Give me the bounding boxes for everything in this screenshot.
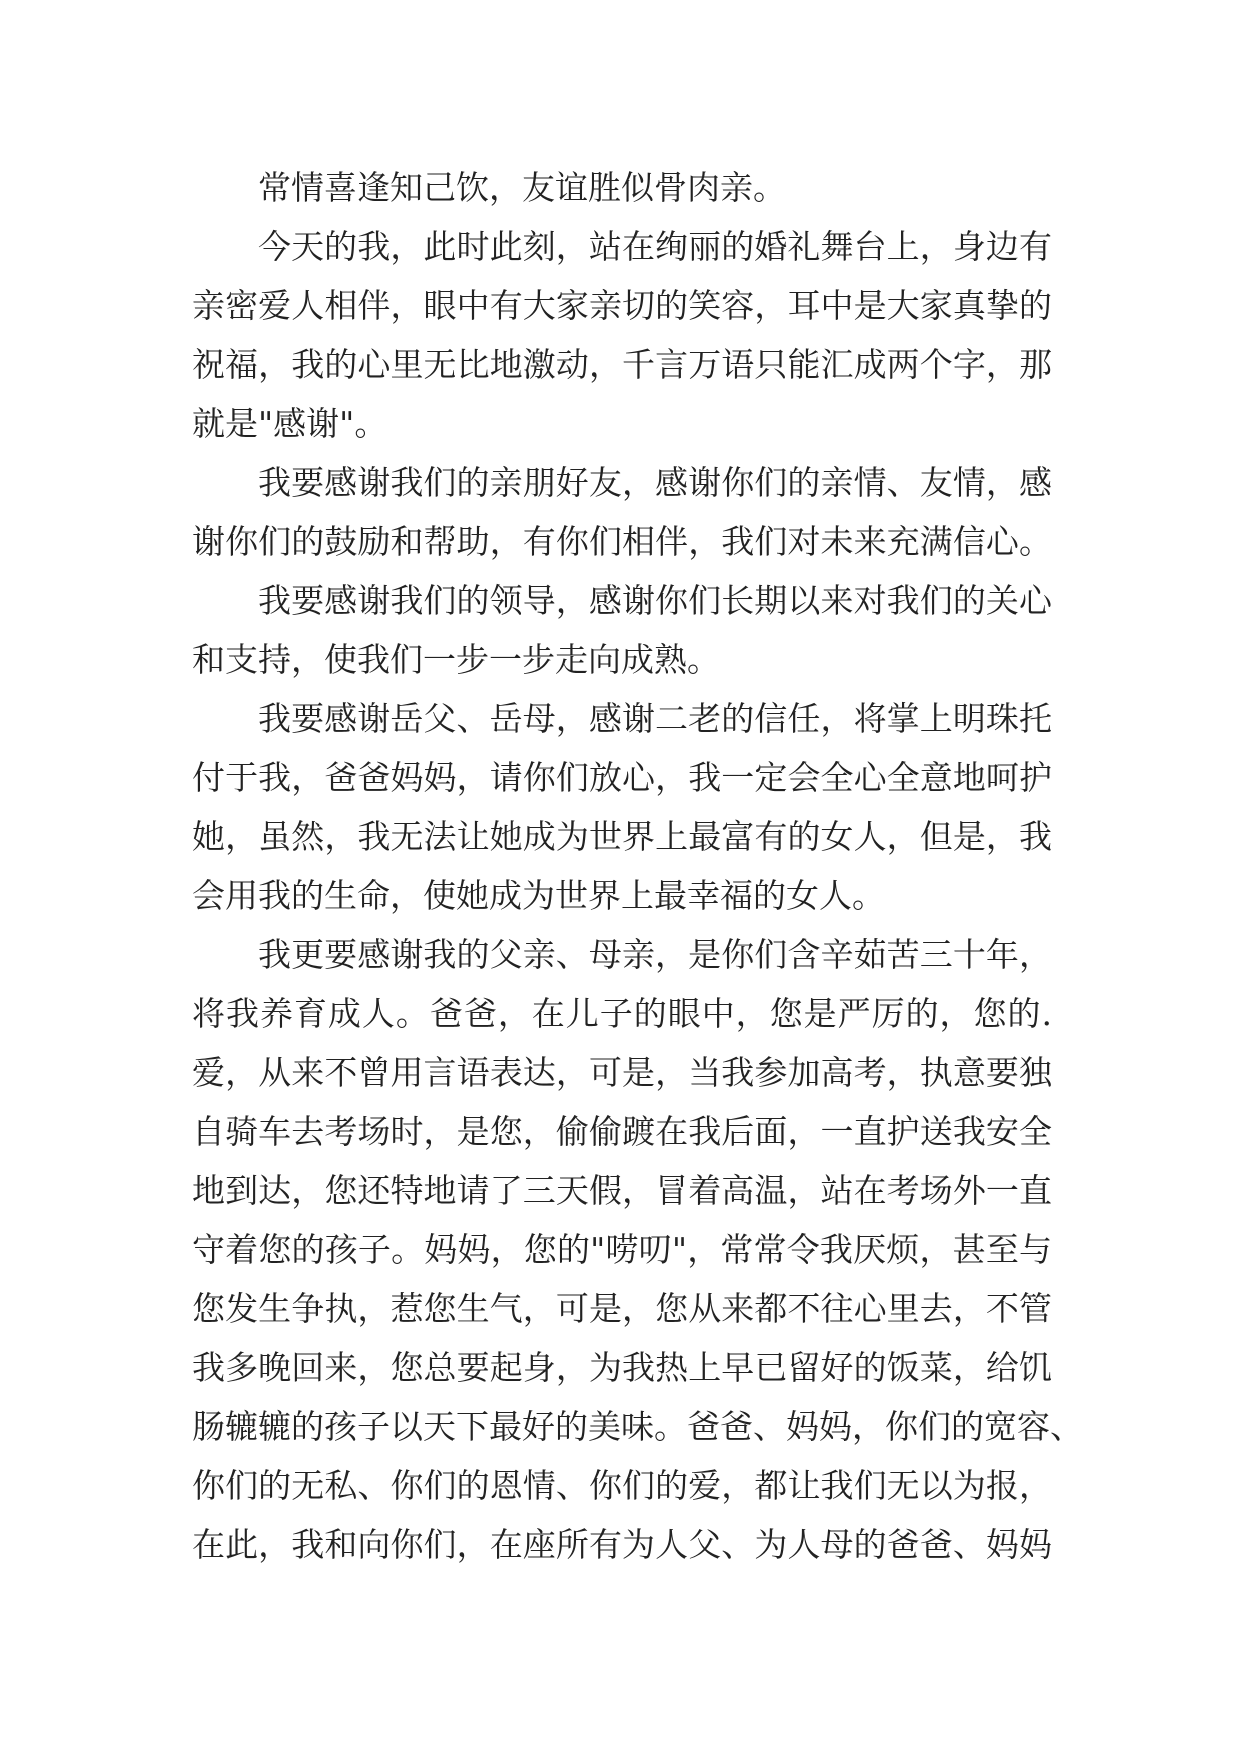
text-line: 我要感谢我们的领导，感谢你们长期以来对我们的关心 [258, 581, 1052, 620]
text-line: 我多晚回来，您总要起身，为我热上早已留好的饭菜，给饥 [192, 1348, 1052, 1387]
text-line: 今天的我，此时此刻，站在绚丽的婚礼舞台上，身边有 [258, 227, 1052, 266]
text-line: 常情喜逢知己饮，友谊胜似骨肉亲。 [258, 168, 786, 207]
text-line: 就是"感谢"。 [192, 404, 388, 443]
text-line: 肠辘辘的孩子以天下最好的美味。爸爸、妈妈，你们的宽容、 [192, 1407, 1083, 1446]
text-line: 我要感谢岳父、岳母，感谢二老的信任，将掌上明珠托 [258, 699, 1052, 738]
text-line: 祝福，我的心里无比地激动，千言万语只能汇成两个字，那 [192, 345, 1052, 384]
text-line: 她，虽然，我无法让她成为世界上最富有的女人，但是，我 [192, 817, 1052, 856]
text-line: 自骑车去考场时，是您，偷偷踱在我后面，一直护送我安全 [192, 1112, 1052, 1151]
text-line: 谢你们的鼓励和帮助，有你们相伴，我们对未来充满信心。 [192, 522, 1052, 561]
text-line: 亲密爱人相伴，眼中有大家亲切的笑容，耳中是大家真挚的 [192, 286, 1052, 325]
text-line: 地到达，您还特地请了三天假，冒着高温，站在考场外一直 [192, 1171, 1052, 1210]
text-line: 将我养育成人。爸爸，在儿子的眼中，您是严厉的，您的. [192, 994, 1052, 1033]
text-line: 守着您的孩子。妈妈，您的"唠叨"，常常令我厌烦，甚至与 [192, 1230, 1052, 1269]
text-line: 我更要感谢我的父亲、母亲，是你们含辛茹苦三十年， [258, 935, 1052, 974]
body-text [192, 158, 1083, 1574]
text-line: 在此，我和向你们，在座所有为人父、为人母的爸爸、妈妈 [192, 1525, 1052, 1564]
text-line: 和支持，使我们一步一步走向成熟。 [192, 640, 720, 679]
text-line: 我要感谢我们的亲朋好友，感谢你们的亲情、友情，感 [258, 463, 1052, 502]
text-line: 付于我，爸爸妈妈，请你们放心，我一定会全心全意地呵护 [192, 758, 1052, 797]
text-line: 你们的无私、你们的恩情、你们的爱，都让我们无以为报， [192, 1466, 1052, 1505]
text-line: 爱，从来不曾用言语表达，可是，当我参加高考，执意要独 [192, 1053, 1052, 1092]
text-line: 会用我的生命，使她成为世界上最幸福的女人。 [192, 876, 885, 915]
text-line: 您发生争执，惹您生气，可是，您从来都不往心里去，不管 [192, 1289, 1052, 1328]
